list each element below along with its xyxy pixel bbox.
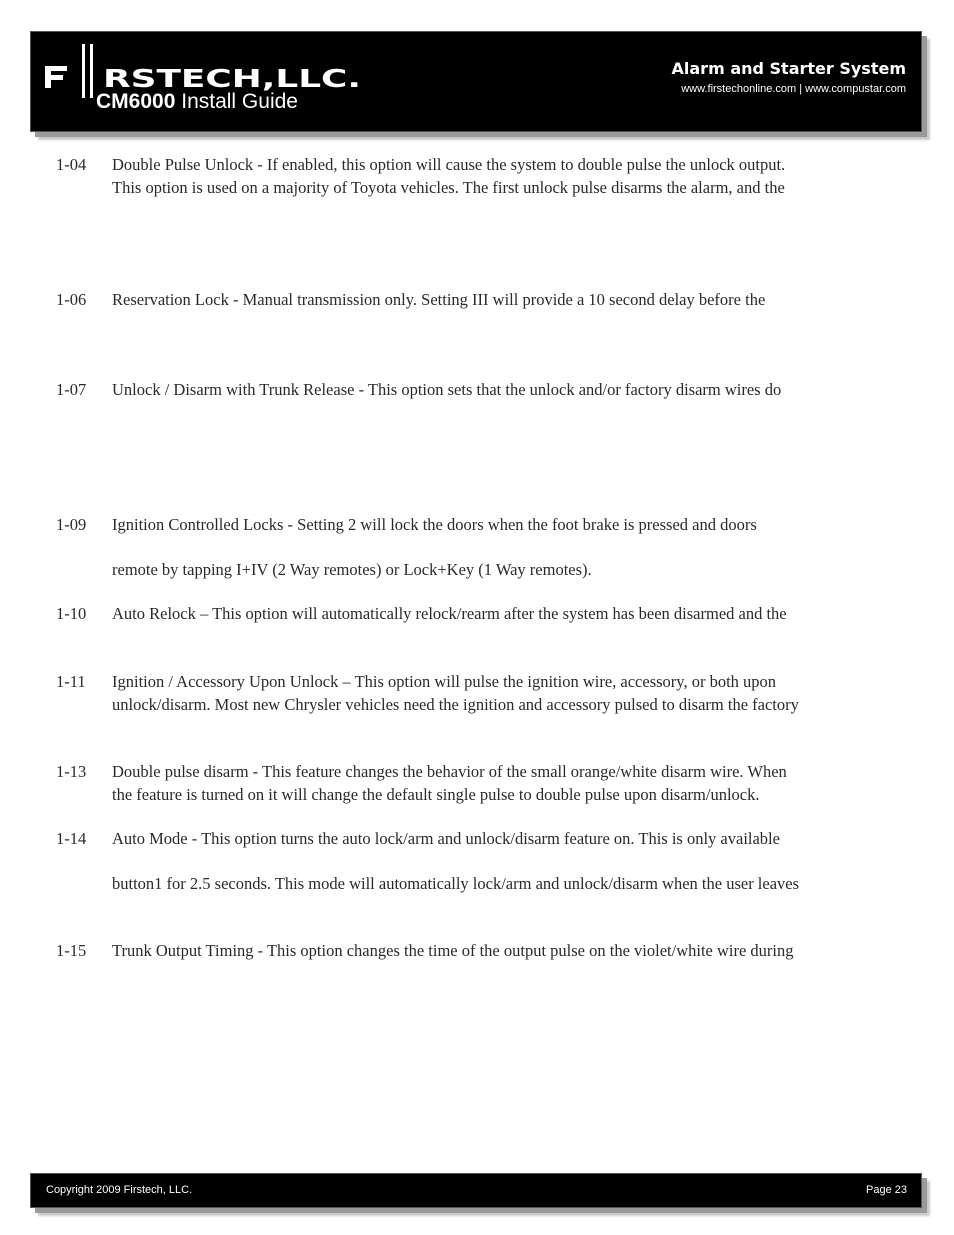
page-header — [30, 31, 922, 132]
option-text — [112, 828, 912, 896]
text-line: Trunk Output Timing - This option changes the time of the output pulse on the violet/white wire during — [112, 941, 794, 960]
copyright-text: Copyright 2009 Firstech, LLC. — [46, 1184, 193, 1196]
text-line: Unlock / Disarm with Trunk Release - This option sets that the unlock and/or factory disarm wires do — [112, 380, 782, 399]
option-number: 1-14 — [56, 829, 87, 848]
system-title: Alarm and Starter System — [671, 59, 906, 78]
text-line: Ignition Controlled Locks - Setting 2 will lock the doors when the foot brake is pressed and doors — [112, 515, 757, 534]
option-number: 1-07 — [56, 380, 87, 399]
option-number: 1-15 — [56, 941, 87, 960]
text-line: unlock/disarm. Most new Chrysler vehicles need the ignition and accessory pulsed to disarm the factory — [112, 694, 799, 714]
option-number: 1-13 — [56, 762, 87, 781]
text-line: Double Pulse Unlock - If enabled, this option will cause the system to double pulse the unlock output. — [112, 155, 786, 174]
product-model: CM6000 — [96, 90, 176, 113]
option-text — [112, 154, 912, 199]
text-line: Ignition / Accessory Upon Unlock – This option will pulse the ignition wire, accessory, or both upon — [112, 672, 777, 691]
option-text — [112, 940, 912, 963]
text-line — [112, 851, 912, 874]
text-line — [112, 537, 912, 560]
option-number: 1-11 — [56, 672, 86, 691]
option-text — [112, 761, 912, 806]
option-number: 1-10 — [56, 604, 87, 623]
text-line: remote by tapping I+IV (2 Way remotes) or Lock+Key (1 Way remotes). — [112, 560, 592, 579]
option-text — [112, 379, 912, 402]
text-line: Reservation Lock - Manual transmission only. Setting III will provide a 10 second delay before the — [112, 290, 766, 309]
product-title — [96, 90, 298, 114]
option-number: 1-06 — [56, 290, 87, 309]
text-line: Double pulse disarm - This feature changes the behavior of the small orange/white disarm wire. When — [112, 762, 787, 781]
text-line: Auto Relock – This option will automatically relock/rearm after the system has been disarmed and the — [112, 604, 787, 623]
option-text — [112, 514, 912, 582]
option-text — [112, 603, 912, 626]
website-urls: www.firstechonline.com | www.compustar.com — [681, 83, 906, 95]
text-line: Auto Mode - This option turns the auto lock/arm and unlock/disarm feature on. This is only available — [112, 829, 780, 848]
text-line: button1 for 2.5 seconds. This mode will automatically lock/arm and unlock/disarm when the user leaves — [112, 874, 800, 893]
option-number: 1-09 — [56, 515, 87, 534]
option-text — [112, 671, 912, 716]
product-doc: Install Guide — [181, 90, 298, 113]
svg-text:RSTECH,LLC.: RSTECH,LLC. — [103, 64, 361, 93]
page-footer — [30, 1173, 922, 1208]
page-number: Page 23 — [866, 1184, 907, 1196]
text-line: the feature is turned on it will change the default single pulse to double pulse upon disarm/unlock. — [112, 784, 760, 804]
option-text — [112, 289, 912, 312]
text-line: This option is used on a majority of Toyota vehicles. The first unlock pulse disarms the alarm, and the — [112, 177, 785, 197]
option-number: 1-04 — [56, 155, 87, 174]
